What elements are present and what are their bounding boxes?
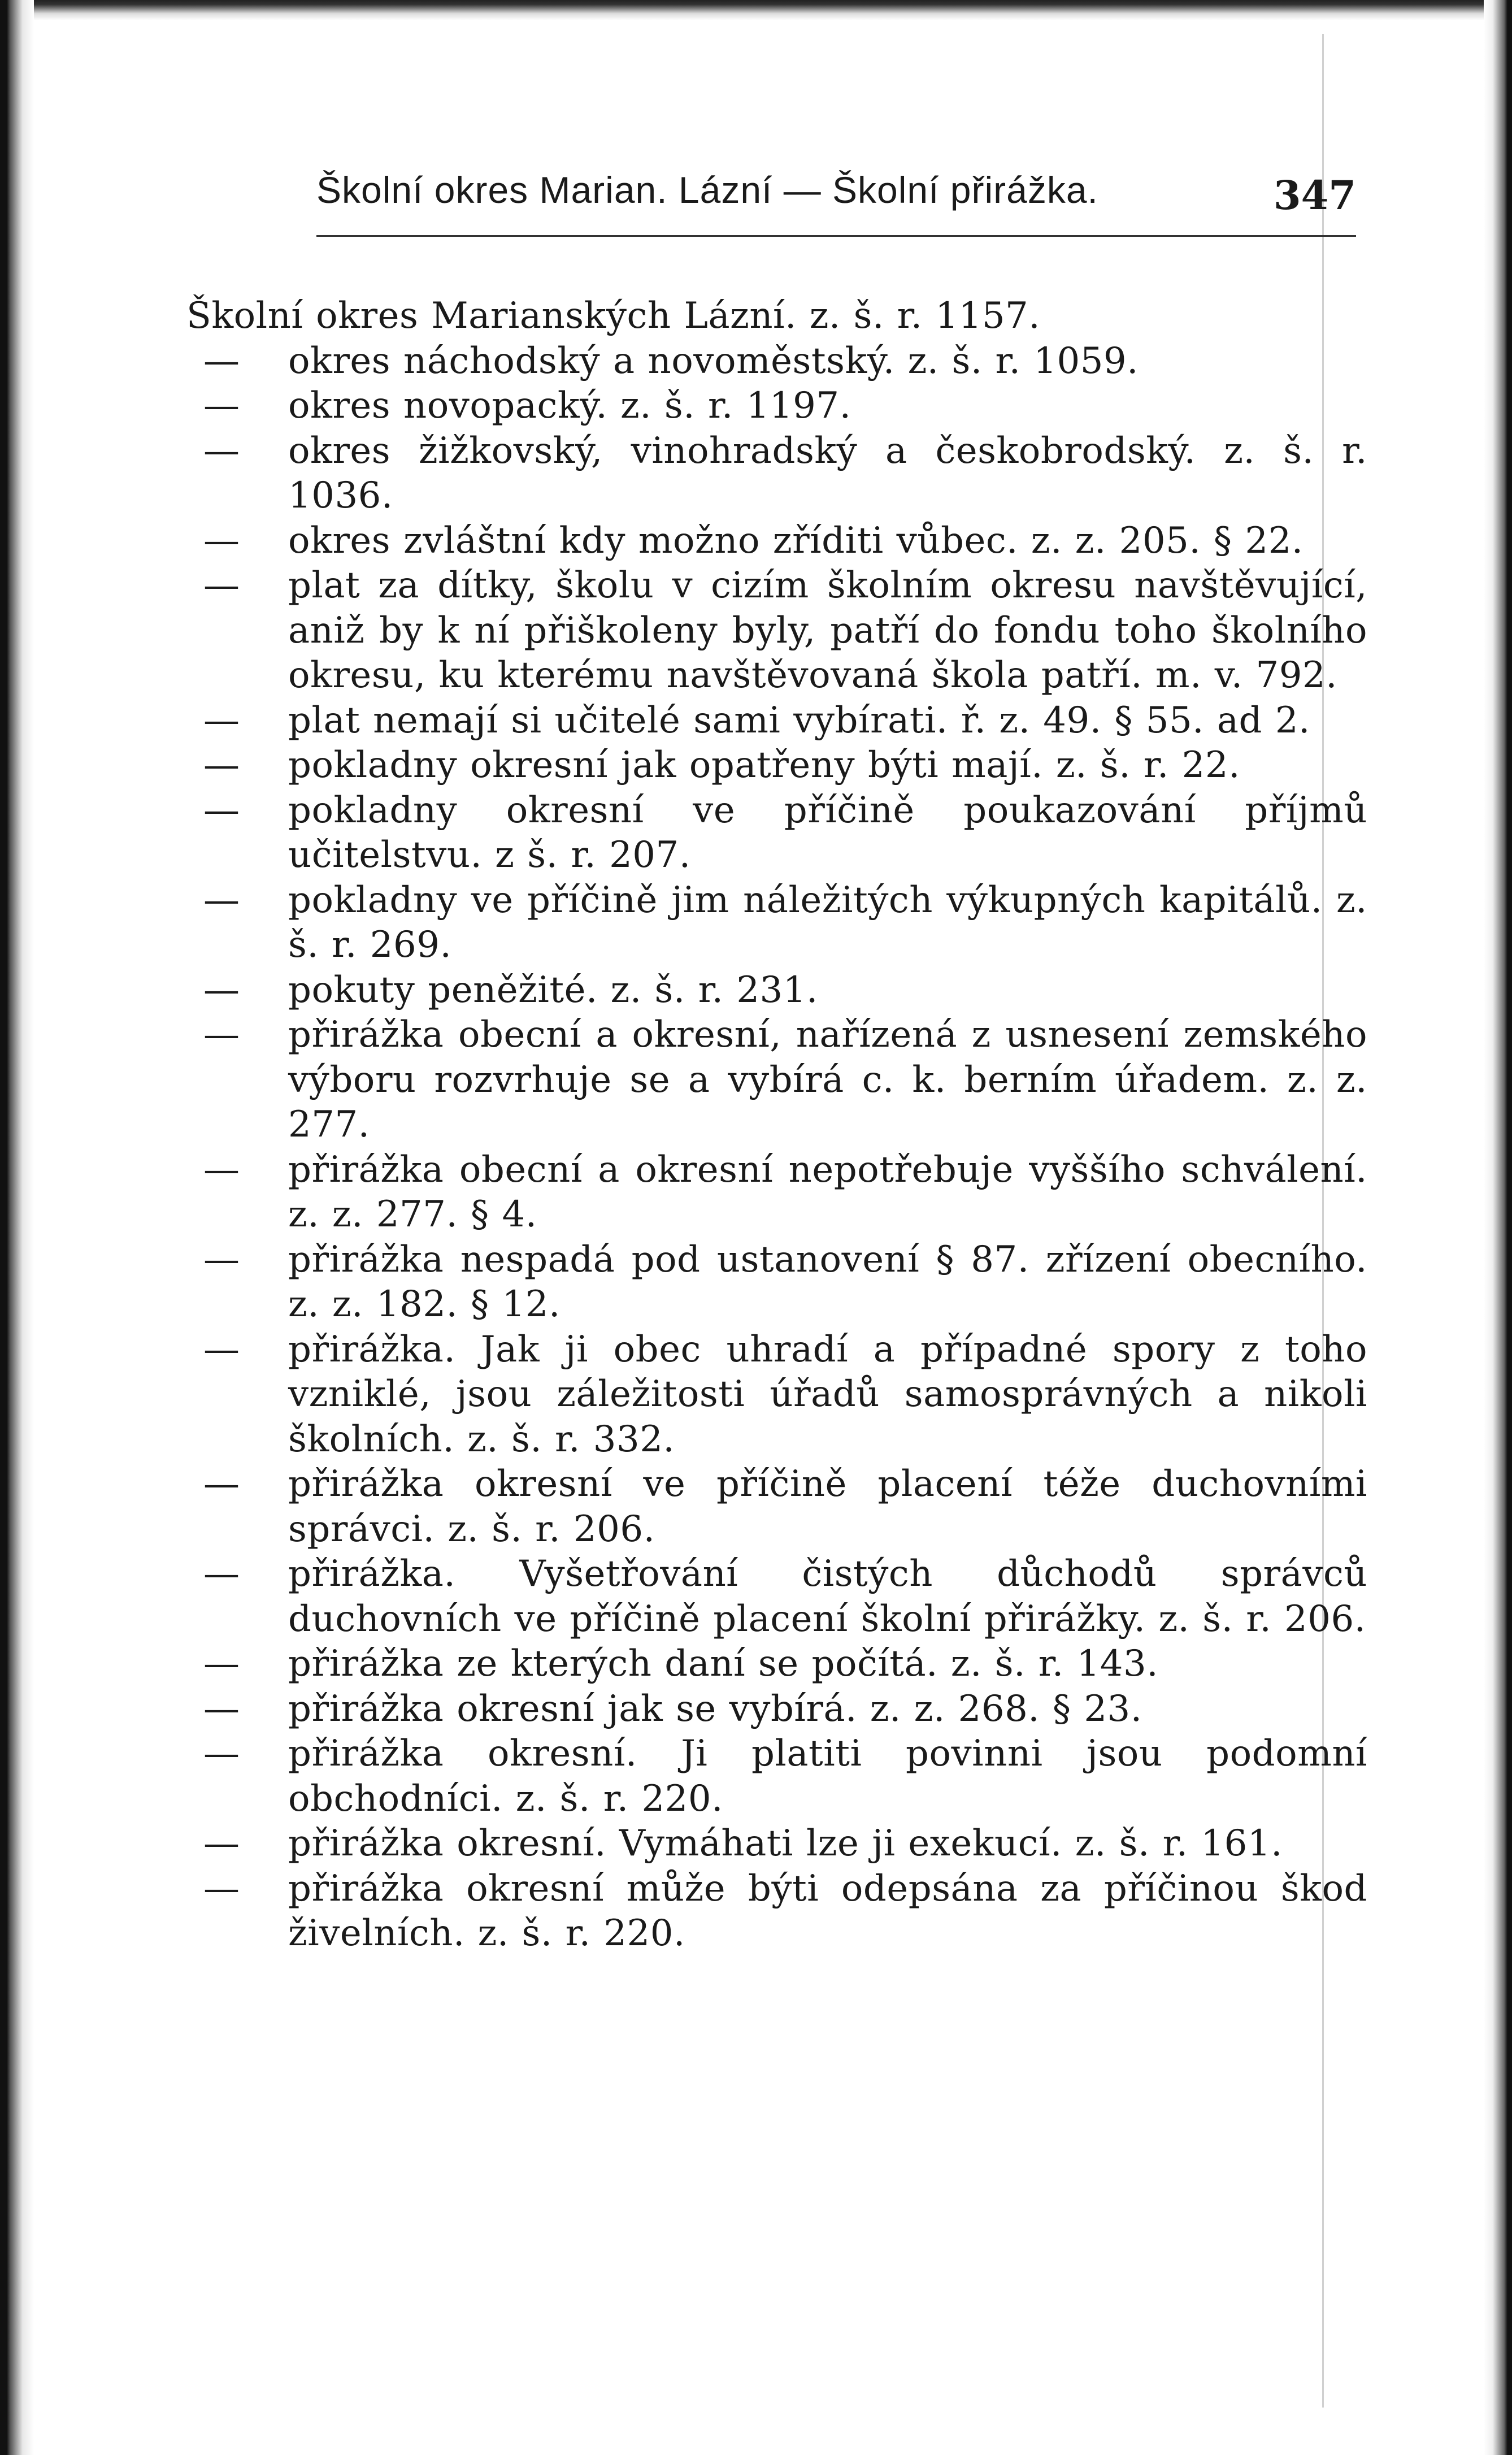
index-entry bbox=[186, 1462, 1367, 1552]
entry-text: pokladny ve příčině jim náležitých výkupných kapitálů. z. š. r. 269. bbox=[288, 879, 1367, 966]
index-entry bbox=[186, 294, 1367, 339]
index-entry bbox=[186, 429, 1367, 519]
entry-dash: — bbox=[203, 1733, 240, 1775]
index-entry bbox=[186, 1013, 1367, 1148]
entry-text: přirážka okresní ve příčině placení téže duchovními správci. z. š. r. 206. bbox=[288, 1463, 1367, 1550]
page-number: 347 bbox=[1273, 172, 1356, 219]
index-entry bbox=[186, 1328, 1367, 1463]
index-entry bbox=[186, 699, 1367, 744]
scan-border-top bbox=[0, 0, 1512, 20]
index-entry bbox=[186, 968, 1367, 1013]
entry-dash: — bbox=[203, 1553, 240, 1595]
entry-text: Školní okres Marianských Lázní. z. š. r. 1157. bbox=[186, 295, 1041, 337]
index-entry bbox=[186, 743, 1367, 788]
index-entry bbox=[186, 878, 1367, 968]
entry-dash: — bbox=[203, 385, 240, 427]
entry-dash: — bbox=[203, 789, 240, 831]
index-entry bbox=[186, 339, 1367, 384]
entry-dash: — bbox=[203, 1867, 240, 1910]
entry-dash: — bbox=[203, 1823, 240, 1864]
running-head bbox=[316, 164, 1356, 226]
index-entry bbox=[186, 1732, 1367, 1821]
entry-text: přirážka. Vyšetřování čistých důchodů správců duchovních ve příčině placení školní přirážky. z. š. r. 206. bbox=[288, 1553, 1367, 1640]
index-entry bbox=[186, 1148, 1367, 1238]
index-entry bbox=[186, 1238, 1367, 1328]
entry-text: přirážka okresní jak se vybírá. z. z. 268. § 23. bbox=[288, 1688, 1142, 1730]
entry-dash: — bbox=[203, 1238, 240, 1281]
entry-dash: — bbox=[203, 879, 240, 921]
entry-text: okres náchodský a novoměstský. z. š. r. 1059. bbox=[288, 340, 1139, 382]
entry-text: okres zvláštní kdy možno zříditi vůbec. z. z. 205. § 22. bbox=[288, 519, 1304, 562]
entry-dash: — bbox=[203, 1643, 240, 1685]
entry-dash: — bbox=[203, 1688, 240, 1730]
index-entry bbox=[186, 1552, 1367, 1642]
index-entries bbox=[186, 294, 1367, 1957]
entry-text: pokladny okresní ve příčině poukazování příjmů učitelstvu. z š. r. 207. bbox=[288, 789, 1367, 876]
entry-dash: — bbox=[203, 430, 240, 472]
entry-text: přirážka okresní. Vymáhati lze ji exekucí. z. š. r. 161. bbox=[288, 1823, 1283, 1864]
entry-text: plat za dítky, školu v cizím školním okresu navštěvující, aniž by k ní přiškoleny byly, patří do fondu toho školního okresu, ku kterému navštěvovaná škola patří. m. v. 792. bbox=[288, 565, 1367, 696]
entry-dash: — bbox=[203, 565, 240, 606]
scan-border-left bbox=[0, 0, 34, 2455]
entry-dash: — bbox=[203, 1148, 240, 1191]
entry-dash: — bbox=[203, 969, 240, 1011]
entry-text: přirážka. Jak ji obec uhradí a případné spory z toho vzniklé, jsou záležitosti úřadů samosprávných a nikoli školních. z. š. r. 332. bbox=[288, 1328, 1367, 1460]
index-entry bbox=[186, 384, 1367, 429]
entry-text: přirážka nespadá pod ustanovení § 87. zřízení obecního. z. z. 182. § 12. bbox=[288, 1238, 1367, 1325]
index-entry bbox=[186, 1867, 1367, 1957]
index-entry bbox=[186, 1642, 1367, 1687]
running-title: Školní okres Marian. Lázní — Školní přirážka. bbox=[316, 169, 1098, 211]
entry-dash: — bbox=[203, 699, 240, 741]
entry-text: přirážka ze kterých daní se počítá. z. š. r. 143. bbox=[288, 1643, 1159, 1685]
entry-dash: — bbox=[203, 340, 240, 382]
entry-text: okres žižkovský, vinohradský a českobrodský. z. š. r. 1036. bbox=[288, 430, 1367, 517]
entry-dash: — bbox=[203, 1463, 240, 1505]
entry-text: plat nemají si učitelé sami vybírati. ř. z. 49. § 55. ad 2. bbox=[288, 699, 1310, 741]
header-rule bbox=[316, 235, 1356, 237]
scan-border-right bbox=[1484, 0, 1512, 2455]
entry-text: přirážka obecní a okresní, nařízená z usnesení zemského výboru rozvrhuje se a vybírá c. k. berním úřadem. z. z. 277. bbox=[288, 1014, 1367, 1146]
entry-text: přirážka obecní a okresní nepotřebuje vyššího schválení. z. z. 277. § 4. bbox=[288, 1148, 1367, 1235]
entry-text: přirážka okresní. Ji platiti povinni jsou podomní obchodníci. z. š. r. 220. bbox=[288, 1733, 1367, 1820]
index-entry bbox=[186, 1687, 1367, 1732]
entry-dash: — bbox=[203, 744, 240, 786]
entry-dash: — bbox=[203, 519, 240, 562]
entry-dash: — bbox=[203, 1014, 240, 1056]
entry-text: pokuty peněžité. z. š. r. 231. bbox=[288, 969, 818, 1011]
entry-text: pokladny okresní jak opatřeny býti mají. z. š. r. 22. bbox=[288, 744, 1240, 786]
index-entry bbox=[186, 1821, 1367, 1867]
entry-text: přirážka okresní může býti odepsána za příčinou škod živelních. z. š. r. 220. bbox=[288, 1867, 1367, 1954]
entry-text: okres novopacký. z. š. r. 1197. bbox=[288, 385, 851, 427]
index-entry bbox=[186, 788, 1367, 878]
index-entry bbox=[186, 563, 1367, 699]
index-entry bbox=[186, 519, 1367, 564]
entry-dash: — bbox=[203, 1328, 240, 1370]
